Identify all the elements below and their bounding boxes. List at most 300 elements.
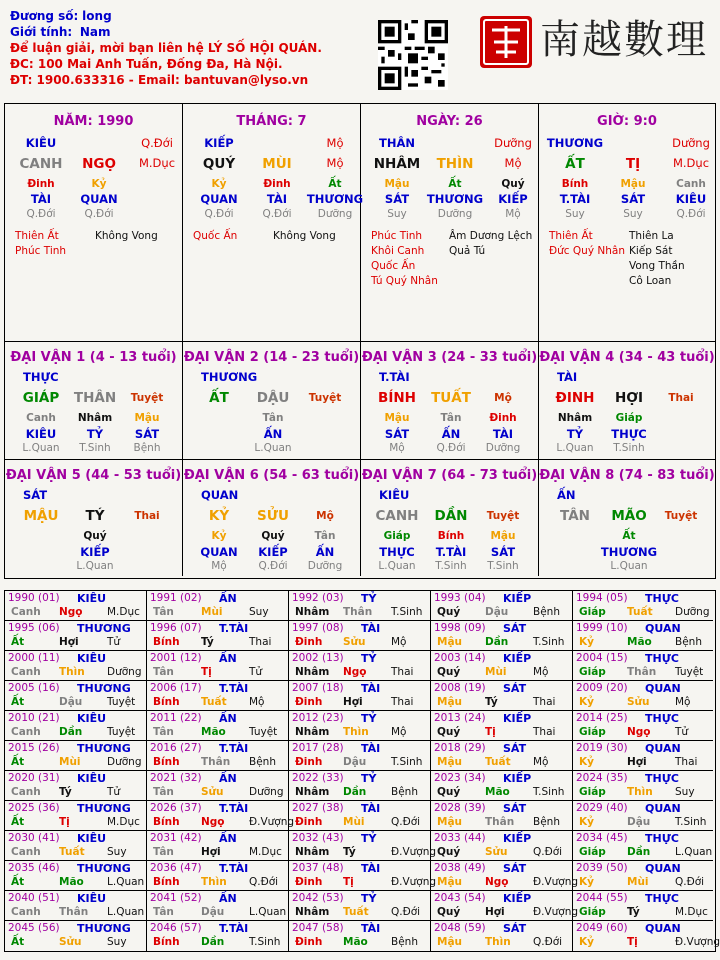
year-label: 2018 (29): [434, 742, 486, 754]
phone-email-line: ĐT: 1900.633316 - Email: bantuvan@lyso.vn: [10, 73, 309, 87]
year-state: Mộ: [391, 726, 407, 738]
dai-van-star: SÁT: [23, 488, 48, 502]
year-chi: Dần: [343, 786, 367, 798]
year-cell[interactable]: [147, 861, 289, 891]
year-cell[interactable]: [5, 741, 147, 771]
star-right: Không Vong: [95, 230, 158, 242]
pillar-r4-item: KIÊU: [675, 192, 707, 206]
year-state: Đ.Vượng: [249, 816, 295, 828]
year-label: 2000 (11): [8, 652, 60, 664]
year-chi: Ngọ: [343, 666, 367, 678]
year-cell[interactable]: [147, 831, 289, 861]
year-star: THƯƠNG: [77, 802, 131, 815]
year-can: Ất: [11, 756, 25, 768]
year-label: 2007 (18): [292, 682, 344, 694]
year-state: Bệnh: [533, 816, 560, 828]
year-label: 2039 (50): [576, 862, 628, 874]
year-cell[interactable]: [431, 591, 573, 621]
year-cell[interactable]: [289, 681, 431, 711]
dai-van-h3: T.Sinh: [435, 560, 467, 572]
year-chi: Sửu: [59, 936, 82, 948]
year-state: Thai: [391, 666, 414, 678]
year-chi: Tý: [201, 636, 214, 648]
pillar-cell: [361, 104, 539, 342]
year-star: SÁT: [503, 862, 527, 875]
year-can: Bính: [153, 936, 180, 948]
year-state: Dưỡng: [675, 606, 710, 618]
year-star: TỶ: [361, 832, 377, 845]
year-label: 2005 (16): [8, 682, 60, 694]
dai-van-state: Thai: [134, 510, 160, 522]
dai-van-h1: Canh: [26, 412, 56, 424]
year-cell[interactable]: [5, 891, 147, 921]
year-star: T.TÀI: [219, 682, 249, 695]
year-cell[interactable]: [289, 831, 437, 861]
year-star: TỶ: [361, 652, 377, 665]
year-state: M.Dục: [107, 816, 140, 828]
year-label: 2024 (35): [576, 772, 628, 784]
year-label: 1990 (01): [8, 592, 60, 604]
year-cell[interactable]: [5, 591, 147, 621]
dai-van-h3: T.Sinh: [487, 560, 519, 572]
year-state: Tử: [249, 666, 263, 678]
year-chi: Sửu: [201, 786, 224, 798]
star-right: Quả Tú: [449, 245, 486, 257]
year-state: Tuyệt: [249, 726, 278, 738]
year-cell[interactable]: [147, 891, 289, 921]
pillar-r2-item: TỊ: [625, 156, 641, 172]
year-star: ẤN: [219, 772, 237, 785]
year-state: M.Dục: [675, 906, 708, 918]
pillar-r4-item: SÁT: [620, 192, 646, 206]
seal-stamp-icon: [478, 14, 534, 70]
year-cell[interactable]: [431, 681, 573, 711]
star-right: Âm Dương Lệch: [449, 230, 533, 242]
dai-van-cell[interactable]: [5, 342, 183, 460]
year-can: Quý: [437, 606, 461, 618]
year-star: QUAN: [645, 622, 681, 635]
year-state: L.Quan: [249, 906, 287, 918]
year-label: 2004 (15): [576, 652, 628, 664]
year-cell[interactable]: [147, 651, 289, 681]
dai-van-cell[interactable]: [183, 342, 361, 460]
year-cell[interactable]: [431, 891, 579, 921]
year-cell[interactable]: [573, 921, 720, 951]
year-can: Quý: [437, 666, 461, 678]
year-cell[interactable]: [289, 801, 431, 831]
year-star: SÁT: [503, 622, 527, 635]
year-chi: Tý: [343, 846, 356, 858]
year-cell[interactable]: [147, 801, 295, 831]
year-label: 2026 (37): [150, 802, 202, 814]
dai-van-h2: TÀI: [492, 427, 514, 441]
dai-van-h3: Q.Đới: [258, 560, 288, 572]
year-cell[interactable]: [431, 921, 573, 951]
dai-van-h2: ẤN: [315, 545, 335, 559]
year-cell[interactable]: [289, 861, 437, 891]
year-star: KIÊU: [77, 832, 107, 845]
pillar-r1-item: THƯƠNG: [546, 136, 604, 150]
year-can: Mậu: [437, 936, 463, 948]
year-chi: Thân: [627, 666, 657, 678]
year-label: 2019 (30): [576, 742, 628, 754]
year-cell[interactable]: [147, 711, 289, 741]
star-left: Phúc Tinh: [371, 230, 423, 242]
year-star: THƯƠNG: [77, 682, 131, 695]
year-star: THỰC: [645, 832, 679, 845]
dai-van-h1: Nhâm: [557, 412, 593, 424]
dai-van-title: ĐẠI VẬN 5 (44 - 53 tuổi): [5, 468, 182, 483]
dai-van-h2: SÁT: [384, 427, 410, 441]
year-cell[interactable]: [289, 711, 431, 741]
year-star: THỰC: [645, 892, 679, 905]
year-label: 1995 (06): [8, 622, 60, 634]
year-label: 2034 (45): [576, 832, 628, 844]
year-can: Tân: [153, 726, 174, 738]
dai-van-star: THỰC: [23, 370, 59, 384]
dai-van-h2: SÁT: [490, 545, 516, 559]
year-label: 1991 (02): [150, 592, 202, 604]
dai-van-title: ĐẠI VẬN 3 (24 - 33 tuổi): [361, 350, 538, 365]
year-cell[interactable]: [147, 621, 289, 651]
year-chi: Mão: [201, 726, 226, 738]
pillar-r4-item: TÀI: [30, 192, 52, 206]
qr-code-icon[interactable]: [378, 20, 448, 90]
year-can: Đinh: [295, 636, 323, 648]
year-star: T.TÀI: [219, 742, 249, 755]
year-can: Mậu: [437, 816, 463, 828]
dai-van-can: ĐINH: [555, 390, 595, 406]
pillar-r5-item: Q.Đới: [26, 208, 56, 220]
year-cell[interactable]: [289, 651, 431, 681]
year-label: 2037 (48): [292, 862, 344, 874]
year-state: Thai: [675, 756, 698, 768]
year-cell[interactable]: [147, 771, 289, 801]
year-can: Mậu: [437, 756, 463, 768]
pillar-r2-item: THÌN: [436, 156, 474, 172]
year-cell[interactable]: [573, 621, 713, 651]
year-chi: Tuất: [627, 606, 653, 618]
year-star: TÀI: [361, 802, 381, 815]
year-cell[interactable]: [573, 741, 713, 771]
dai-van-h3: Q.Đới: [436, 442, 466, 454]
year-label: 2027 (38): [292, 802, 344, 814]
pillar-r5-item: Suy: [387, 208, 407, 220]
year-cell[interactable]: [573, 801, 713, 831]
dai-van-h2: THỰC: [611, 427, 647, 441]
dai-van-cell[interactable]: [183, 460, 361, 576]
year-table: [4, 590, 720, 952]
year-state: Mộ: [249, 696, 265, 708]
year-cell[interactable]: [289, 621, 431, 651]
year-label: 2016 (27): [150, 742, 202, 754]
year-star: KIẾP: [503, 652, 532, 665]
year-chi: Dần: [201, 936, 225, 948]
dai-van-star: THƯƠNG: [201, 370, 258, 384]
year-cell[interactable]: [289, 891, 431, 921]
year-can: Nhâm: [295, 726, 330, 738]
year-cell[interactable]: [431, 831, 573, 861]
year-can: Ất: [11, 936, 25, 948]
year-cell[interactable]: [5, 831, 147, 861]
year-state: Q.Đới: [675, 876, 705, 888]
dai-van-h1: Tân: [262, 412, 284, 424]
year-star: TỶ: [361, 592, 377, 605]
pillar-r3-item: Kỷ: [211, 178, 227, 190]
year-cell[interactable]: [431, 621, 573, 651]
pillar-r4-item: SÁT: [384, 192, 410, 206]
year-cell[interactable]: [289, 921, 431, 951]
year-chi: Ngọ: [59, 606, 83, 618]
year-label: 2023 (34): [434, 772, 486, 784]
year-star: THỰC: [645, 712, 679, 725]
year-cell[interactable]: [147, 681, 289, 711]
year-state: Mộ: [533, 756, 549, 768]
year-can: Đinh: [295, 816, 323, 828]
year-can: Tân: [153, 786, 174, 798]
pillar-r5-item: Suy: [565, 208, 585, 220]
year-can: Giáp: [579, 846, 606, 858]
year-cell[interactable]: [289, 771, 431, 801]
year-state: Đ.Vượng: [533, 906, 579, 918]
pillar-r5-item: Q.Đới: [84, 208, 114, 220]
year-chi: Tuất: [485, 756, 511, 768]
year-cell[interactable]: [5, 621, 147, 651]
year-cell[interactable]: [147, 591, 289, 621]
year-chi: Mùi: [627, 876, 649, 888]
year-chi: Tị: [485, 726, 496, 738]
year-state: Suy: [107, 846, 127, 858]
dai-van-star: TÀI: [557, 370, 578, 384]
year-star: ẤN: [219, 712, 237, 725]
year-star: QUAN: [645, 742, 681, 755]
year-can: Kỷ: [579, 816, 594, 828]
dai-van-h3: Dưỡng: [307, 560, 343, 572]
dai-van-h2: T.TÀI: [435, 545, 467, 559]
dai-van-chi: THÂN: [73, 390, 117, 406]
dai-van-state: Tuyệt: [664, 510, 698, 522]
year-can: Nhâm: [295, 606, 330, 618]
dai-van-title: ĐẠI VẬN 4 (34 - 43 tuổi): [539, 350, 715, 365]
year-chi: Tuất: [59, 846, 85, 858]
year-star: TÀI: [361, 742, 381, 755]
dai-van-h1: Nhâm: [77, 412, 113, 424]
year-chi: Dần: [59, 726, 83, 738]
year-cell[interactable]: [431, 861, 579, 891]
year-cell[interactable]: [5, 711, 147, 741]
dai-van-h2: KIẾP: [80, 545, 110, 559]
year-state: Q.Đới: [249, 876, 279, 888]
year-cell[interactable]: [431, 801, 573, 831]
year-cell[interactable]: [573, 651, 713, 681]
year-can: Giáp: [579, 906, 606, 918]
year-cell[interactable]: [573, 681, 713, 711]
pillar-title: GIỜ: 9:0: [597, 114, 657, 129]
dai-van-h3: T.Sinh: [613, 442, 645, 454]
year-state: Suy: [107, 936, 127, 948]
year-cell[interactable]: [431, 771, 573, 801]
dai-van-h3: Dưỡng: [485, 442, 521, 454]
year-label: 2011 (22): [150, 712, 202, 724]
year-label: 2021 (32): [150, 772, 202, 784]
star-right: Cô Loan: [629, 275, 672, 287]
pillar-r5-item: Dưỡng: [317, 208, 353, 220]
year-can: Tân: [153, 906, 174, 918]
year-can: Ất: [11, 876, 25, 888]
year-state: Q.Đới: [533, 846, 563, 858]
pillar-r4-item: THƯƠNG: [426, 192, 484, 206]
dai-van-h1: Mậu: [134, 412, 160, 424]
year-chi: Hợi: [627, 756, 647, 768]
year-can: Canh: [11, 786, 41, 798]
year-chi: Mão: [627, 636, 652, 648]
year-star: T.TÀI: [219, 862, 249, 875]
year-cell[interactable]: [5, 651, 147, 681]
year-state: Thai: [533, 726, 556, 738]
pillar-r3-item: Đinh: [263, 178, 291, 190]
pillar-r2-item: NHÂM: [373, 156, 421, 172]
dai-van-h1: Đinh: [489, 412, 517, 424]
year-can: Nhâm: [295, 786, 330, 798]
year-cell[interactable]: [5, 801, 147, 831]
year-can: Tân: [153, 666, 174, 678]
dai-van-chi: SỬU: [257, 508, 289, 524]
pillar-r3-item: Canh: [676, 178, 706, 190]
year-label: 2010 (21): [8, 712, 60, 724]
dai-van-h1: Ất: [622, 530, 636, 542]
dai-van-h3: Mộ: [389, 442, 405, 454]
year-can: Đinh: [295, 696, 323, 708]
year-state: Bệnh: [391, 936, 418, 948]
year-star: T.TÀI: [219, 622, 249, 635]
star-left: Thiên Ất: [15, 230, 59, 242]
year-label: 2028 (39): [434, 802, 486, 814]
year-can: Quý: [437, 906, 461, 918]
year-star: ẤN: [219, 832, 237, 845]
year-cell[interactable]: [147, 921, 289, 951]
year-star: ẤN: [219, 652, 237, 665]
year-chi: Tị: [343, 876, 354, 888]
dai-van-chi: MÃO: [611, 508, 647, 524]
dai-van-h3: L.Quan: [556, 442, 594, 454]
dai-van-chi: DẦN: [434, 508, 468, 524]
year-state: M.Dục: [249, 846, 282, 858]
year-can: Quý: [437, 726, 461, 738]
dai-van-h1: Kỷ: [211, 530, 227, 542]
year-cell[interactable]: [573, 831, 713, 861]
year-cell[interactable]: [431, 651, 573, 681]
year-star: QUAN: [645, 682, 681, 695]
dai-van-h3: L.Quan: [76, 560, 114, 572]
year-chi: Mão: [59, 876, 84, 888]
year-cell[interactable]: [431, 741, 573, 771]
year-cell[interactable]: [289, 741, 431, 771]
year-cell[interactable]: [5, 921, 147, 951]
year-cell[interactable]: [431, 711, 573, 741]
year-star: QUAN: [645, 922, 681, 935]
year-label: 2013 (24): [434, 712, 486, 724]
year-chi: Hợi: [343, 696, 363, 708]
year-chi: Dần: [627, 846, 651, 858]
dai-van-h3: L.Quan: [22, 442, 60, 454]
pillar-r1-item: KIẾP: [204, 136, 234, 150]
star-right: Vong Thần: [629, 260, 685, 272]
year-can: Kỷ: [579, 636, 594, 648]
year-label: 2043 (54): [434, 892, 486, 904]
year-can: Kỷ: [579, 756, 594, 768]
pillar-r4-item: THƯƠNG: [306, 192, 364, 206]
year-cell[interactable]: [5, 681, 147, 711]
dai-van-cell[interactable]: [539, 460, 715, 576]
star-right: Không Vong: [273, 230, 336, 242]
year-cell[interactable]: [147, 741, 289, 771]
year-label: 2031 (42): [150, 832, 202, 844]
year-cell[interactable]: [573, 771, 713, 801]
year-state: Tử: [107, 786, 121, 798]
year-state: Dưỡng: [107, 666, 142, 678]
pillar-r3-item: Ất: [448, 178, 462, 190]
dai-van-h3: L.Quan: [610, 560, 648, 572]
year-state: Dưỡng: [249, 786, 284, 798]
year-can: Đinh: [295, 936, 323, 948]
year-chi: Dậu: [485, 606, 509, 618]
year-can: Đinh: [295, 756, 323, 768]
year-can: Quý: [437, 846, 461, 858]
pillar-cell: [539, 104, 715, 342]
year-label: 1994 (05): [576, 592, 628, 604]
year-cell[interactable]: [5, 771, 147, 801]
year-label: 1998 (09): [434, 622, 486, 634]
year-label: 1993 (04): [434, 592, 486, 604]
year-cell[interactable]: [5, 861, 147, 891]
pillar-r1-item: THÂN: [379, 136, 415, 150]
year-star: QUAN: [645, 862, 681, 875]
dai-van-can: CANH: [375, 508, 419, 524]
year-state: L.Quan: [107, 876, 145, 888]
year-label: 1996 (07): [150, 622, 202, 634]
dai-van-cell[interactable]: [361, 342, 539, 460]
year-cell[interactable]: [573, 891, 713, 921]
star-left: Đức Quý Nhân: [549, 245, 625, 257]
year-state: Q.Đới: [391, 906, 421, 918]
year-cell[interactable]: [573, 591, 713, 621]
year-cell[interactable]: [573, 861, 713, 891]
year-state: Bệnh: [391, 786, 418, 798]
year-chi: Tuất: [343, 906, 369, 918]
dai-van-title: ĐẠI VẬN 7 (64 - 73 tuổi): [361, 468, 538, 483]
year-label: 2001 (12): [150, 652, 202, 664]
year-star: KIÊU: [77, 772, 107, 785]
address-line: ĐC: 100 Mai Anh Tuấn, Đống Đa, Hà Nội.: [10, 57, 283, 71]
pillar-r2-item: QUÝ: [202, 156, 236, 172]
year-chi: Thìn: [59, 666, 85, 678]
gender-value: Nam: [79, 25, 111, 39]
year-label: 2022 (33): [292, 772, 344, 784]
year-label: 1999 (10): [576, 622, 628, 634]
star-left: Khôi Canh: [371, 245, 425, 257]
dai-van-cell[interactable]: [539, 342, 715, 460]
year-can: Nhâm: [295, 906, 330, 918]
dai-van-cell[interactable]: [5, 460, 183, 576]
year-cell[interactable]: [289, 591, 431, 621]
year-cell[interactable]: [573, 711, 713, 741]
year-chi: Tý: [59, 786, 72, 798]
year-chi: Thìn: [485, 936, 511, 948]
year-chi: Mão: [485, 786, 510, 798]
year-can: Nhâm: [295, 666, 330, 678]
year-label: 2040 (51): [8, 892, 60, 904]
dai-van-cell[interactable]: [361, 460, 539, 576]
